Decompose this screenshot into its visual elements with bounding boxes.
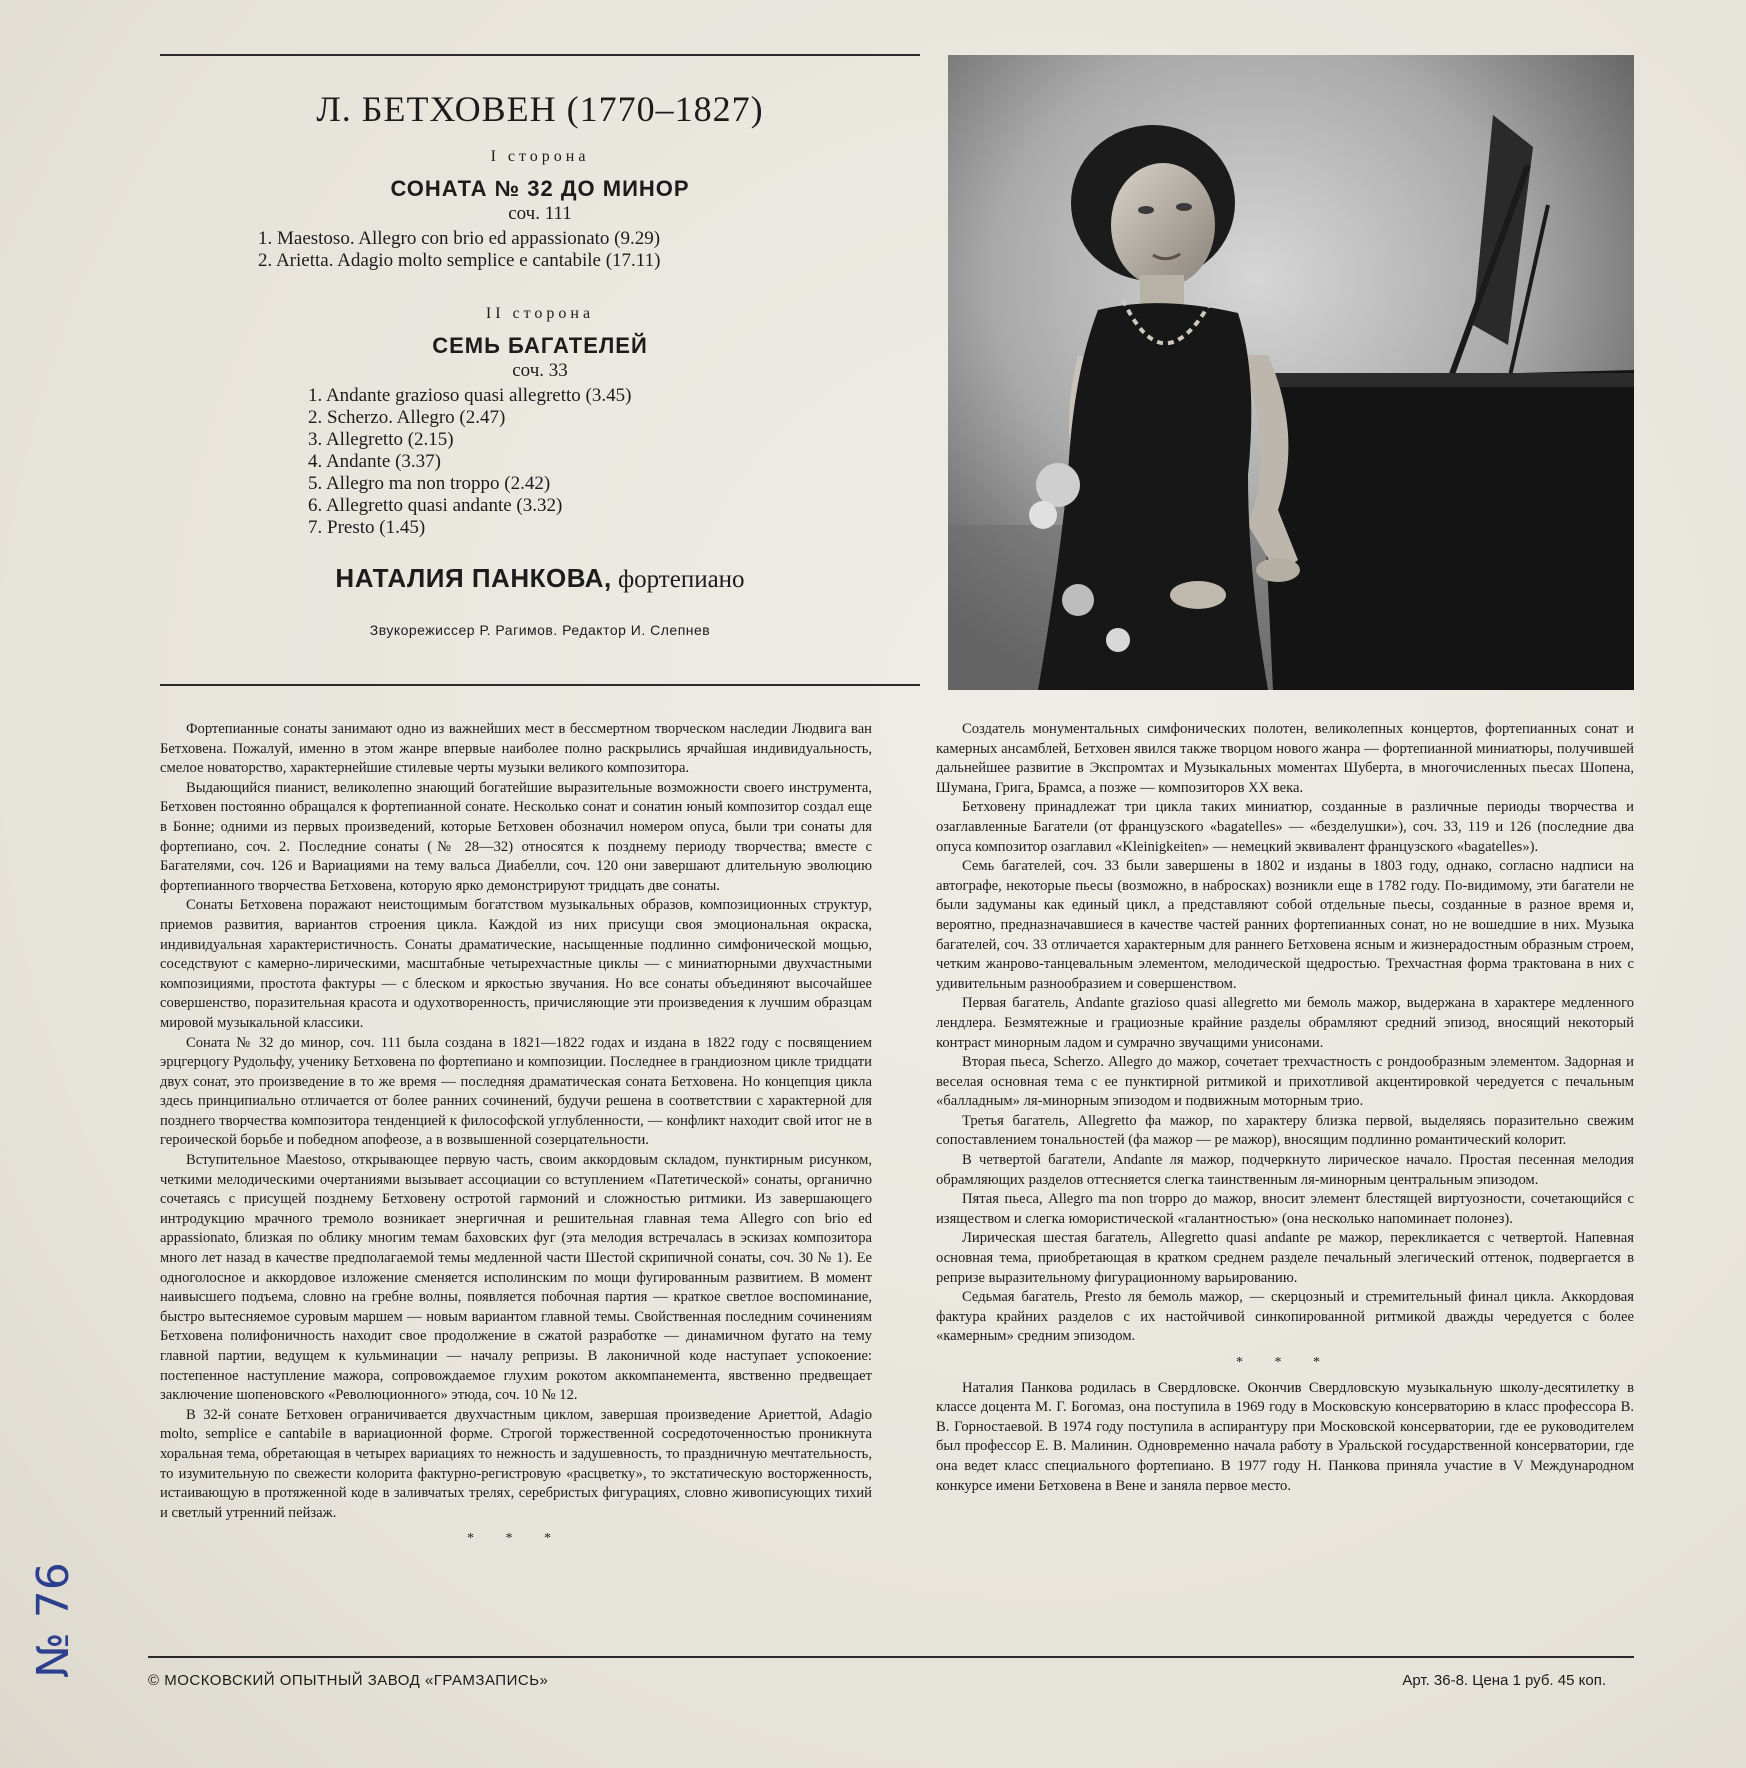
publisher-line: © МОСКОВСКИЙ ОПЫТНЫЙ ЗАВОД «ГРАМЗАПИСЬ» [148,1672,549,1689]
section-stars: * * * [467,1531,565,1547]
performer-line [160,563,920,594]
credits: Звукорежиссер Р. Рагимов. Редактор И. Слепнев [369,622,711,638]
top-rule [160,54,920,56]
side-1-title: СОНАТА № 32 ДО МИНОР [390,176,690,201]
paragraph: Вступительное Maestoso, открывающее первую часть, своим аккордовым складом, пунктирным рисунком, четкими мелодическими очертаниями вызывает ассоциации со вступлением «Патетической» сонаты, органично сочетаясь с присущей позднему Бетховену остротой гармоний и сложностью ритмики. Из завершающего интродукцию мрачного тремоло возникает энергичная и решительная главная тема Allegro con brio ed appassionato, близкая по облику многим темам баховских фуг (эта мелодия встречалась в эскизах композитора много лет назад в качестве предполагаемой темы медленной части Шестой скрипичной сонаты, соч. 30 № 1). Ее одноголосное и аккордовое изложение сменяется исполинским по мощи фугированным развитием. В момент наивысшего подъема, словно на гребне волны, появляется побочная партия — краткое светлое воспоминание, быстро вытесняемое суровым маршем — новым вариантом главной темы. Свойственная последним сочинениям Бетховена полифоничность находит свое продолжение в сжатой разработке — динамичном фугато на тему главной партии, ведущем к кульминации — началу репризы. В лаконичной коде наступает успокоение: постепенное наступление мажора, сопровождаемое глухим рокотом аккомпанемента, явственно предвещает заключение шопеновского «Революционного» этюда, соч. 10 № 12. [160,1152,872,1404]
side-2-title: СЕМЬ БАГАТЕЛЕЙ [432,333,648,358]
biography-paragraph: Наталия Панкова родилась в Свердловске. Окончив Свердловскую музыкальную школу-десятилетку в классе доцента М. Г. Богомаз, она поступила в 1969 году в Московскую консерваторию в класс профессора В. В. Горностаевой. В 1974 году поступила в аспирантуру при Московской консерватории, где ее руководителем был профессор Е. В. Малинин. Одновременно начала работу в Уральской государственной консерватории, где она ведет класс специального фортепиано. В 1977 году Н. Панкова приняла участие в V Международном конкурсе имени Бетховена в Вене и заняла первое место. [936,1379,1634,1494]
paragraph: Создатель монументальных симфонических полотен, великолепных концертов, фортепианных сонат и камерных ансамблей, Бетховен явился также творцом нового жанра — фортепианной миниатюры, получившей дальнейшее развитие в Экспромтах и Музыкальных моментах Шуберта, в многочисленных пьесах Шопена, Шумана, Грига, Брамса, а позже — композиторов XX века. [936,721,1634,796]
paragraph: Третья багатель, Allegretto фа мажор, по характеру близка первой, выделяясь поразительно свежим сопоставлением тональностей (фа мажор — ре мажор), вносящим подлинно романтический колорит. [936,1112,1634,1149]
paragraph: Лирическая шестая багатель, Allegretto quasi andante ре мажор, перекликается с четвертой. Напевная основная тема, приобретающая в кратком среднем разделе печальный элегический оттенок, подвергается в репризе выразительному фигурационному варьированию. [936,1230,1634,1286]
paragraph: Выдающийся пианист, великолепно знающий богатейшие выразительные возможности своего инструмента, Бетховен постоянно обращался к фортепианной сонате. Несколько сонат и сонатин юный композитор создал еще в Бонне; одними из первых произведений, которые Бетховен обозначил номером опуса, были три сонаты для фортепиано, соч. 2. Последние сонаты (№ 28—32) относятся к позднему периоду творчества; вместе с Багателями, соч. 126 и Вариациями на тему вальса Диабелли, соч. 120 они завершают длительную эволюцию фортепианного творчества Бетховена, которую ярко демонстрируют тридцать две сонаты. [160,779,872,894]
track-item: 7. Presto (1.45) [308,517,426,538]
pianist-photo [948,55,1634,690]
track-item: 1. Maestoso. Allegro con brio ed appassionato (9.29) [258,228,661,249]
handwritten-mark [20,1560,90,1690]
paragraph: Пятая пьеса, Allegro ma non troppo до мажор, вносит элемент блестящей виртуозности, сочетающийся с изяществом и слегка юмористической «галантностью» (она несколько напоминает полонез). [936,1191,1634,1227]
paragraph: В 32-й сонате Бетховен ограничивается двухчастным циклом, завершая произведение Ариеттой, Adagio molto, semplice e cantabile в вариационной форме. Строгой торжественной сосредоточенностью проникнута хоральная тема, обретающая в четырех вариациях то нежность и задушевность, то праздничную мечтательность, то изумительную по свежести колорита фактурно-регистровую «расцветку», то экстатическую восторженность, истаивающую в протяженной коде в заливчатых трелях, серебристых фигурациях, словно живописующих тихий и светлый утренний пейзаж. [160,1406,872,1521]
handwritten-mark-text: № 76 [28,1562,79,1678]
track-item: 4. Andante (3.37) [308,451,441,472]
middle-rule [160,684,920,686]
track-item: 5. Allegro ma non troppo (2.42) [308,473,551,494]
side-2-tracklist [308,385,631,539]
track-item: 2. Scherzo. Allegro (2.47) [308,407,506,428]
paragraph: Семь багателей, соч. 33 были завершены в 1802 и изданы в 1803 году, однако, согласно надписи на автографе, некоторые пьесы (возможно, в набросках) возникли еще в 1782 году. По-видимому, эти багатели не были задуманы как единый цикл, а представляют собой отдельные пьесы, созданные в разное время и, вероятно, предназначавшиеся в качестве частей ранних фортепианных сонат, но не вошедшие в них. Музыка багателей, соч. 33 отличается характерным для раннего Бетховена ясным и жизнерадостным образным строем, четким жанрово-танцевальным элементом, мелодической щедростью. Трехчастная форма трактована в них с удивительным разнообразием и совершенством. [936,858,1634,992]
paragraph: Вторая пьеса, Scherzo. Allegro до мажор, сочетает трехчастность с рондообразным элементом. Задорная и веселая основная тема с ее пунктирной ритмикой и прихотливой акцентировкой чередуется с печальным «балладным» ля-минорным эпизодом и подвижным моторным трио. [936,1054,1634,1110]
paragraph: Первая багатель, Andante grazioso quasi allegretto ми бемоль мажор, выдержана в характере медленного лендлера. Безмятежные и грациозные крайние разделы обрамляют средний эпизод, вносящий некоторый контраст минорным ладом и сумрачно звучащими унисонами. [936,995,1634,1051]
bottom-rule [148,1656,1634,1658]
performer-name: НАТАЛИЯ ПАНКОВА, [335,563,612,593]
left-column-text [160,720,872,1555]
pianist-photo-drawing [948,55,1634,690]
paragraph: Соната № 32 до минор, соч. 111 была создана в 1821—1822 годах и издана в 1822 году с посвящением эрцгерцогу Рудольфу, ученику Бетховена по фортепиано и композиции. Последнее в грандиозном цикле тридцати двух сонат, это произведение в то же время — последняя драматическая соната Бетховена. Но концепция цикла здесь принципиально отличается от более ранних сочинений, будучи решена в соответствии с характерной для позднего творчества композитора тенденцией к философской углубленности, — конфликт находит свой итог не в героической борьбе и победном апофеозе, а в возвышенной созерцательности. [160,1034,872,1149]
track-item: 3. Allegretto (2.15) [308,429,454,450]
right-column-text [936,720,1634,1496]
performer-instrument: фортепиано [617,566,745,593]
paragraph: Бетховену принадлежат три цикла таких миниатюр, созданные в различные периоды творчества и озаглавленные Багатели (от французского «bagatelles» — «безделушки»), соч. 33, 119 и 126 (последние два опуса композитор озаглавил «Kleinigkeiten» — немецкий эквивалент французского «bagatelles»). [936,799,1634,855]
side-2-opus: соч. 33 [512,360,568,381]
paragraph: В четвертой багатели, Andante ля мажор, подчеркнуто лирическое начало. Простая песенная мелодия обрамляющих разделов оттесняется слегка таинственным ля-минорным центральным эпизодом. [936,1152,1634,1188]
side-1-tracklist [258,228,660,272]
side-1-label: I сторона [490,148,590,165]
track-item: 2. Arietta. Adagio molto semplice e cantabile (17.11) [258,250,661,271]
paragraph: Фортепианные сонаты занимают одно из важнейших мест в бессмертном творческом наследии Людвига ван Бетховена. Пожалуй, именно в этом жанре впервые наиболее полно раскрылись ярчайшая индивидуальность, смелое новаторство, характернейшие стилевые черты музыки великого композитора. [160,721,872,777]
price-line: Арт. 36-8. Цена 1 руб. 45 коп. [1402,1672,1606,1689]
track-item: 1. Andante grazioso quasi allegretto (3.45) [308,385,632,406]
side-2-label: II сторона [485,305,595,322]
composer-heading: Л. БЕТХОВЕН (1770–1827) [316,89,764,129]
side-1-opus: соч. 111 [508,203,572,224]
track-item: 6. Allegretto quasi andante (3.32) [308,495,563,516]
paragraph: Седьмая багатель, Presto ля бемоль мажор, — скерцозный и стремительный финал цикла. Аккордовая фактура крайних разделов с их настойчивой синкопированной ритмикой дважды чередуется с более «камерным» средним эпизодом. [936,1289,1634,1345]
section-stars: * * * [1236,1355,1334,1370]
paragraph: Сонаты Бетховена поражают неистощимым богатством музыкальных образов, композиционных структур, приемов развития, вариантов строения цикла. Каждой из них присущи своя эмоциональная окраска, индивидуальная характеристичность. Сонаты драматические, насыщенные подлинно симфонической мощью, соседствуют с камерно-лирическими, масштабные четырехчастные циклы — с миниатюрными двухчастными композициями, простота фактуры — с блеском и яркостью звучания. Но все сонаты объединяют высочайшее совершенство, поразительная красота и одухотворенность, причисляющие эти произведения к лучшим образцам мировой музыкальной классики. [160,897,872,1031]
